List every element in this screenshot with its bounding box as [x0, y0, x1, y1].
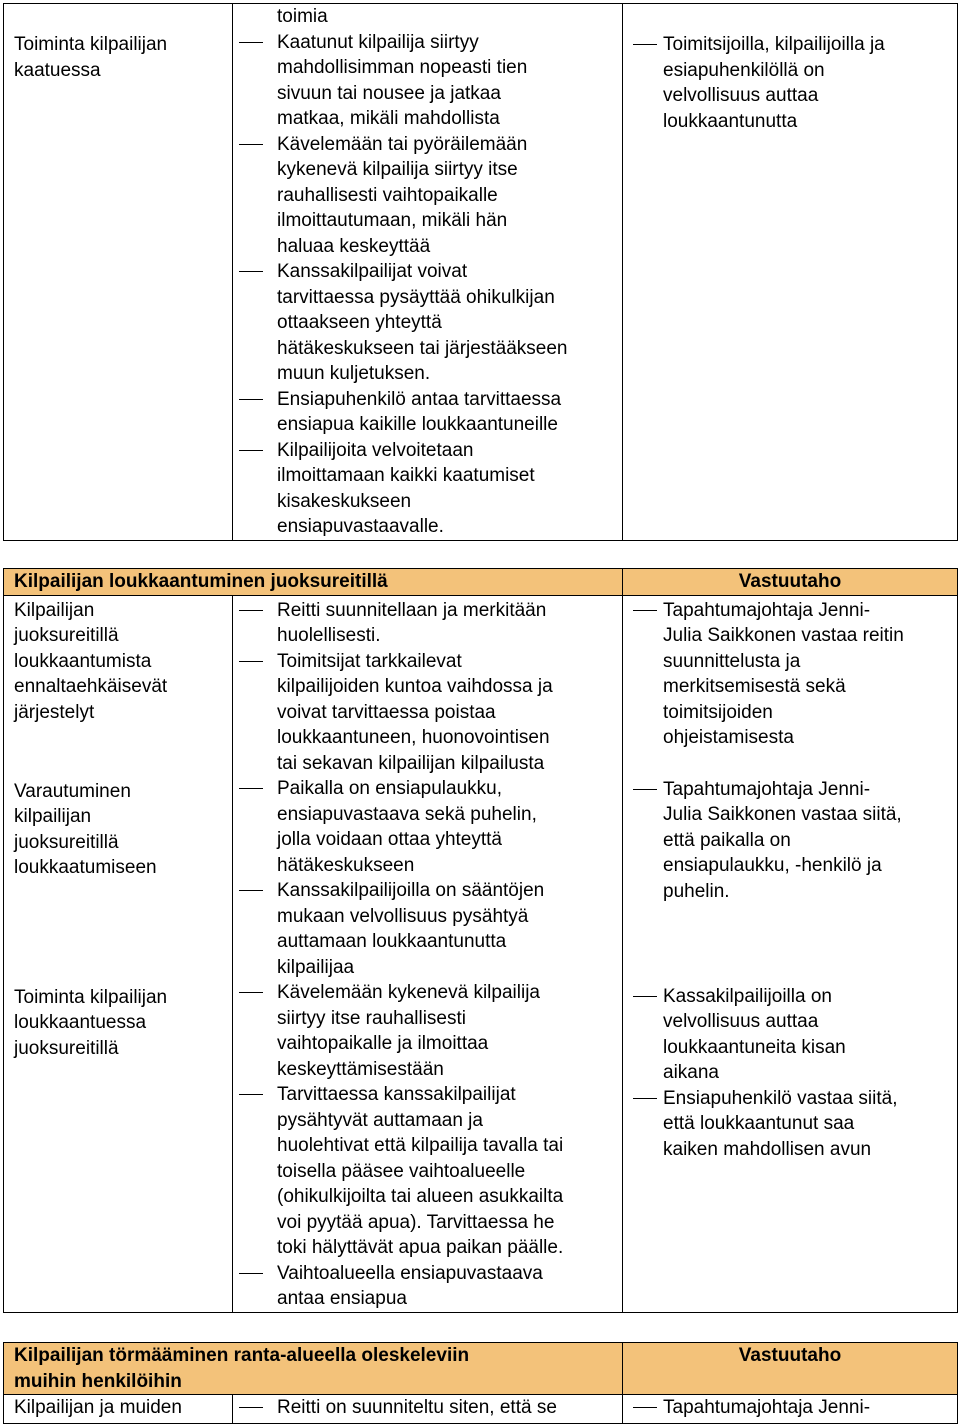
row-label-cell — [4, 1395, 233, 1424]
row-label-cell — [4, 4, 233, 541]
dash-bullet-icon — [239, 992, 263, 993]
list-item: Ensiapuhenkilö antaa tarvittaessa ensiapua kaikille loukkaantuneille — [233, 387, 622, 438]
list-item: Kassakilpailijoilla on velvollisuus auttaa loukkaantuneita kisan aikana — [623, 984, 957, 1086]
list-item: Vaihtoalueella ensiapuvastaava antaa ensiapua — [233, 1261, 622, 1312]
list-item: Tarvittaessa kanssakilpailijat pysähtyvät auttamaan ja huolehtivat että kilpailija tavalla tai toisella pääsee vaihtoalueelle (ohikulkijoilta tai alueen asukkailta voi pyytää apua). Tarvittaessa he toki hälyttävät apua paikan päälle. — [233, 1082, 622, 1261]
list-item: Reitti on suunniteltu siten, että se — [233, 1395, 622, 1421]
action-list — [233, 596, 622, 1312]
actions-cell — [233, 4, 623, 541]
responsibility-list — [623, 1395, 957, 1421]
list-item: Ensiapuhenkilö vastaa siitä, että loukkaantunut saa kaiken mahdollisen avun — [623, 1086, 957, 1163]
dash-bullet-icon — [239, 450, 263, 451]
dash-bullet-icon — [239, 661, 263, 662]
action-list — [233, 1395, 622, 1421]
list-item: Toimitsijoilla, kilpailijoilla ja esiapuhenkilöllä on velvollisuus auttaa loukkaantunutta — [623, 32, 957, 134]
section-title: Kilpailijan törmääminen ranta-alueella oleskeleviin muihin henkilöihin — [14, 1345, 470, 1392]
list-item: Kanssakilpailijoilla on sääntöjen mukaan velvollisuus pysähtyä auttamaan loukkaantunutta kilpailijaa — [233, 878, 622, 980]
list-item: Tapahtumajohtaja Jenni- Julia Saikkonen vastaa reitin suunnittelusta ja merkitsemisestä sekä toimitsijoiden ohjeistamisesta — [623, 598, 957, 777]
row-labels-cell — [4, 595, 233, 1312]
header-left — [4, 1343, 623, 1395]
responsibility-heading: Vastuutaho — [738, 571, 842, 592]
table-row — [4, 1395, 958, 1424]
table-injury-fall — [3, 3, 958, 541]
list-item: Toimitsijat tarkkailevat kilpailijoiden kuntoa vaihdossa ja voivat tarvittaessa poistaa loukkaantuneen, huonovointisen tai sekavan kilpailijan kilpailusta — [233, 649, 622, 777]
dash-bullet-icon — [239, 42, 263, 43]
header-right — [623, 569, 958, 596]
responsibility-list — [623, 596, 957, 1163]
row-label: Toiminta kilpailijan kaatuessa — [14, 34, 168, 81]
responsibility-heading: Vastuutaho — [738, 1345, 842, 1366]
actions-cell — [233, 1395, 623, 1424]
dash-bullet-icon — [239, 144, 263, 145]
dash-bullet-icon — [239, 890, 263, 891]
list-item: Kaatunut kilpailija siirtyy mahdollisimman nopeasti tien sivuun tai nousee ja jatkaa matkaa, mikäli mahdollista — [233, 30, 622, 132]
dash-bullet-icon — [239, 610, 263, 611]
list-item: Tapahtumajohtaja Jenni- — [623, 1395, 957, 1421]
row-label: Toiminta kilpailijan loukkaantuessa juoksureitillä — [14, 986, 168, 1059]
list-item: Kävelemään tai pyöräilemään kykenevä kilpailija siirtyy itse rauhallisesti vaihtopaikalle ilmoittautumaan, mikäli hän haluaa keskeyttää — [233, 132, 622, 260]
row-label: Kilpailijan ja muiden — [14, 1397, 182, 1418]
row-label: Kilpailijan juoksureitillä loukkaantumista ennaltaehkäisevät järjestelyt — [14, 599, 168, 723]
table-header-row — [4, 569, 958, 596]
dash-bullet-icon — [633, 1098, 657, 1099]
list-item: Paikalla on ensiapulaukku, ensiapuvastaava sekä puhelin, jolla voidaan ottaa yhteyttä hätäkeskukseen — [233, 776, 622, 878]
dash-bullet-icon — [239, 1094, 263, 1095]
row-label: Varautuminen kilpailijan juoksureitillä loukkaatumiseen — [14, 780, 157, 878]
header-left — [4, 569, 623, 596]
table-collision-beach — [3, 1342, 958, 1424]
dash-bullet-icon — [239, 271, 263, 272]
list-item: Kanssakilpailijat voivat tarvittaessa pysäyttää ohikulkijan ottaakseen yhteyttä hätäkeskukseen tai järjestääkseen muun kuljetuksen. — [233, 259, 622, 387]
responsibility-cell — [623, 4, 958, 541]
continued-text: toimia — [277, 6, 328, 27]
dash-bullet-icon — [633, 44, 657, 45]
list-item: Kävelemään kykenevä kilpailija siirtyy itse rauhallisesti vaihtopaikalle ja ilmoittaa keskeyttämisestään — [233, 980, 622, 1082]
dash-bullet-icon — [239, 1273, 263, 1274]
table-injury-running-route — [3, 568, 958, 1313]
dash-bullet-icon — [239, 399, 263, 400]
section-title: Kilpailijan loukkaantuminen juoksureitillä — [14, 571, 388, 592]
header-right — [623, 1343, 958, 1395]
dash-bullet-icon — [239, 788, 263, 789]
dash-bullet-icon — [633, 610, 657, 611]
dash-bullet-icon — [239, 1407, 263, 1408]
list-item: Reitti suunnitellaan ja merkitään huolellisesti. — [233, 598, 622, 649]
dash-bullet-icon — [633, 789, 657, 790]
action-list — [233, 30, 622, 540]
responsibility-cell — [623, 1395, 958, 1424]
dash-bullet-icon — [633, 996, 657, 997]
dash-bullet-icon — [633, 1407, 657, 1408]
actions-cell — [233, 595, 623, 1312]
list-item: Kilpailijoita velvoitetaan ilmoittamaan kaikki kaatumiset kisakeskukseen ensiapuvastaavalle. — [233, 438, 622, 540]
responsibility-list — [623, 4, 957, 134]
table-row — [4, 4, 958, 541]
responsibility-cell — [623, 595, 958, 1312]
table-header-row — [4, 1343, 958, 1395]
list-item: Tapahtumajohtaja Jenni- Julia Saikkonen vastaa siitä, että paikalla on ensiapulaukku, -henkilö ja puhelin. — [623, 777, 957, 984]
